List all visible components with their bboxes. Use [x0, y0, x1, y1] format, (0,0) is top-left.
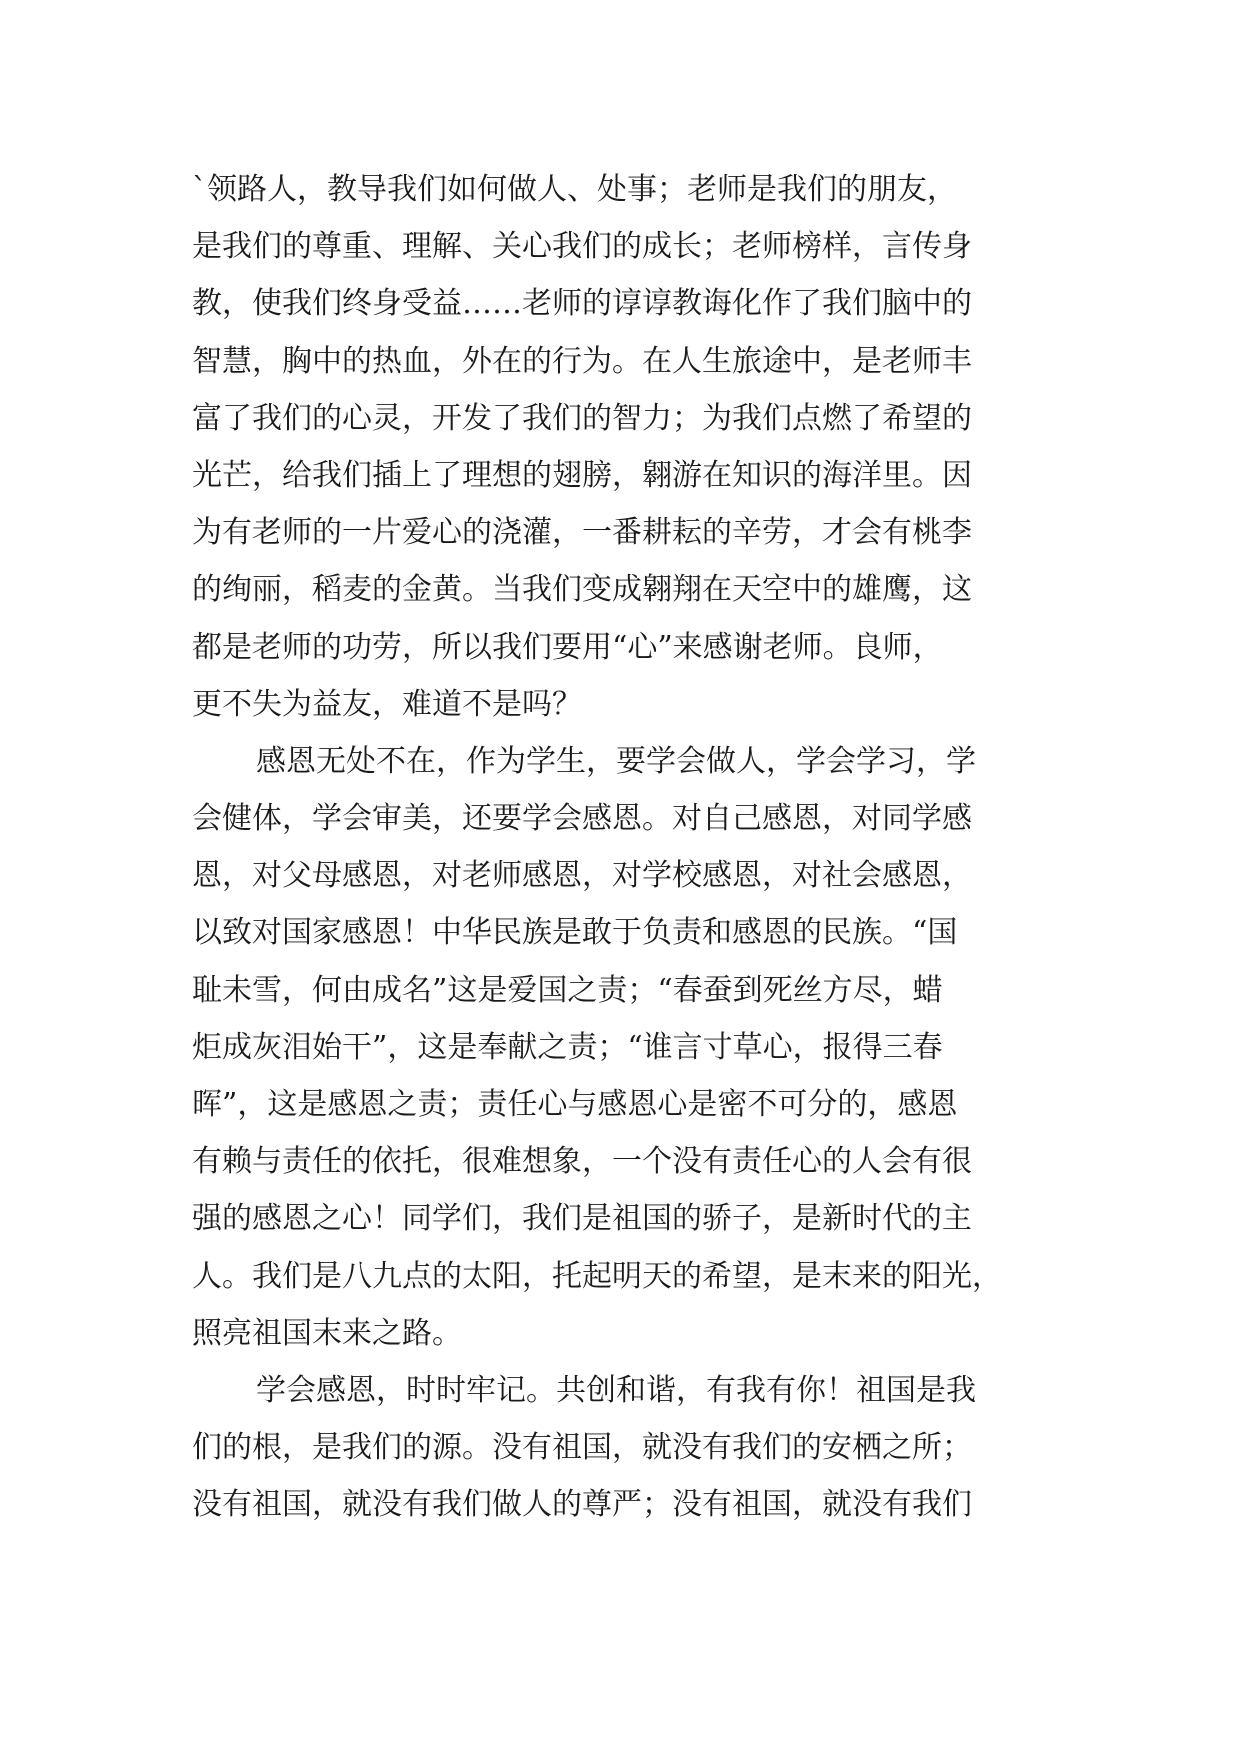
text-line: 都是老师的功劳，所以我们要用“心”来感谢老师。良师，	[192, 629, 943, 665]
text-line: 为有老师的一片爱心的浇灌，一番耕耘的辛劳，才会有桃李	[192, 515, 972, 551]
text-line: 们的根，是我们的源。没有祖国，就没有我们的安栖之所；	[192, 1430, 972, 1466]
text-line: 智慧，胸中的热血，外在的行为。在人生旅途中，是老师丰	[192, 343, 972, 379]
text-line: 照亮祖国末来之路。	[192, 1315, 462, 1351]
text-line: 有赖与责任的依托，很难想象，一个没有责任心的人会有很	[192, 1144, 972, 1180]
body-text	[192, 161, 1072, 1534]
text-line: 人。我们是八九点的太阳，托起明天的希望，是末来的阳光，	[192, 1258, 1002, 1294]
text-line: 强的感恩之心！同学们，我们是祖国的骄子，是新时代的主	[192, 1201, 972, 1237]
text-line: 晖”，这是感恩之责；责任心与感恩心是密不可分的，感恩	[192, 1087, 958, 1122]
text-line: 耻未雪，何由成名”这是爱国之责；“春蚕到死丝方尽，蜡	[192, 972, 943, 1008]
text-line: 会健体，学会审美，还要学会感恩。对自己感恩，对同学感	[192, 801, 972, 837]
text-line: 更不失为益友，难道不是吗？	[192, 686, 582, 722]
text-line: 以致对国家感恩！中华民族是敢于负责和感恩的民族。“国	[192, 915, 958, 951]
text-line: 恩，对父母感恩，对老师感恩，对学校感恩，对社会感恩，	[192, 858, 972, 894]
text-line: 富了我们的心灵，开发了我们的智力；为我们点燃了希望的	[192, 400, 972, 436]
text-line: 炬成灰泪始干”，这是奉献之责；“谁言寸草心，报得三春	[192, 1029, 943, 1065]
text-line: 教，使我们终身受益……老师的谆谆教诲化作了我们脑中的	[192, 286, 972, 322]
text-line: 是我们的尊重、理解、关心我们的成长；老师榜样，言传身	[192, 229, 972, 265]
text-line: 的绚丽，稻麦的金黄。当我们变成翱翔在天空中的雄鹰，这	[192, 572, 972, 608]
text-line: 没有祖国，就没有我们做人的尊严；没有祖国，就没有我们	[192, 1487, 972, 1523]
paragraph-start-line: 感恩无处不在，作为学生，要学会做人，学会学习，学	[256, 743, 976, 779]
text-line: `领路人，教导我们如何做人、处事；老师是我们的朋友，	[192, 172, 957, 207]
paragraph-start-line: 学会感恩，时时牢记。共创和谐，有我有你！祖国是我	[256, 1372, 976, 1408]
text-line: 光芒，给我们插上了理想的翅膀，翱游在知识的海洋里。因	[192, 457, 972, 493]
